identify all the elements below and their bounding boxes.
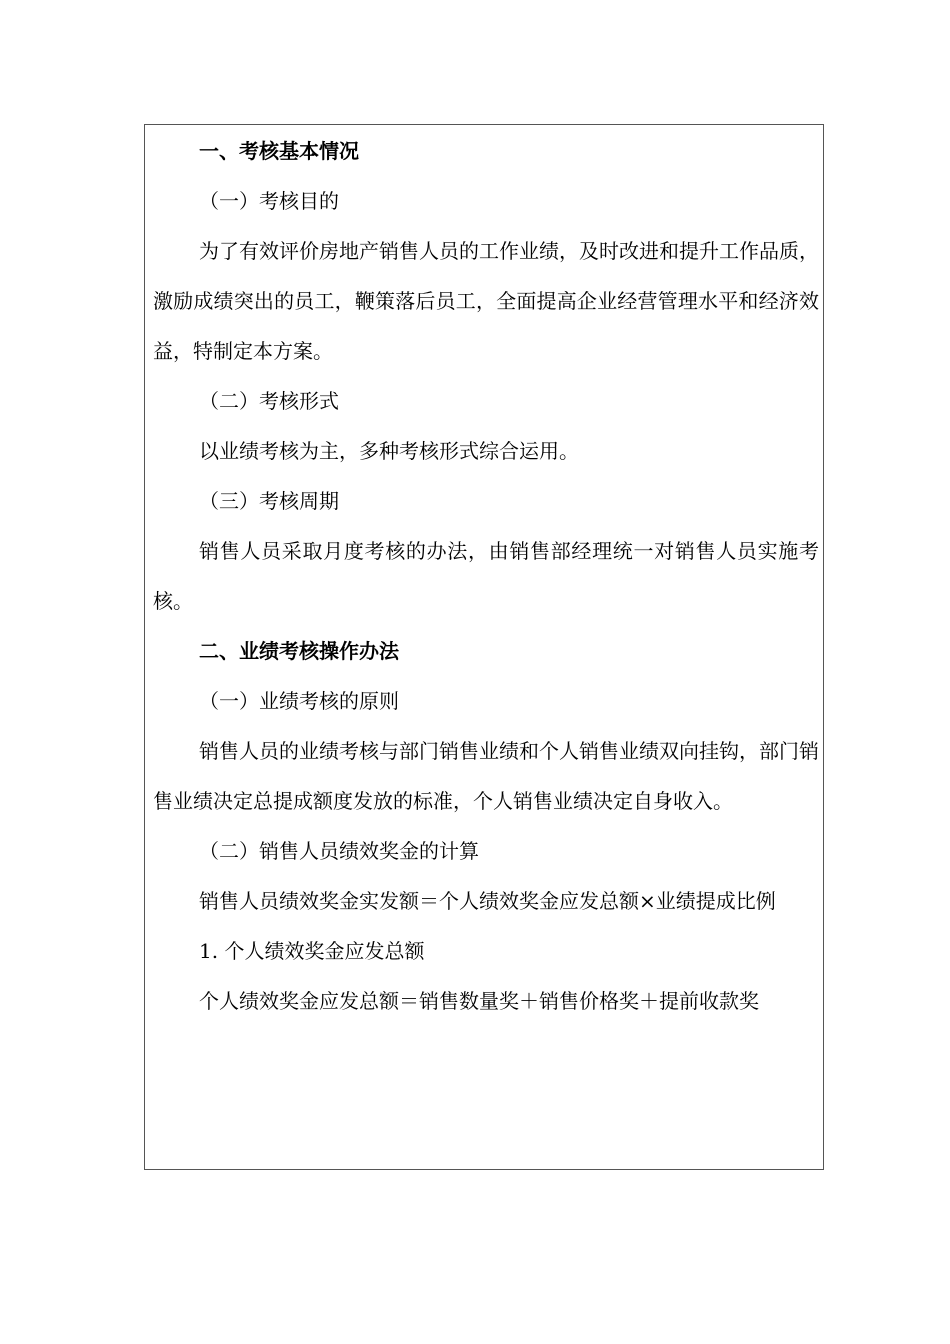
- subheading-total-bonus: 1. 个人绩效奖金应发总额: [199, 939, 425, 963]
- section-heading-assessment-basics: 一、考核基本情况: [199, 139, 359, 163]
- paragraph-form: 以业绩考核为主，多种考核形式综合运用。: [199, 439, 579, 463]
- subheading-principles: （一）业绩考核的原则: [199, 689, 399, 713]
- section-heading-performance-method: 二、业绩考核操作办法: [199, 639, 399, 663]
- paragraph-period: 销售人员采取月度考核的办法，由销售部经理统一对销售人员实施考核。: [153, 539, 819, 613]
- document-body: [153, 126, 819, 1026]
- paragraph-principles: 销售人员的业绩考核与部门销售业绩和个人销售业绩双向挂钩，部门销售业绩决定总提成额度发放的标准，个人销售业绩决定自身收入。: [153, 739, 819, 813]
- subheading-assessment-purpose: （一）考核目的: [199, 189, 339, 213]
- subheading-bonus-calculation: （二）销售人员绩效奖金的计算: [199, 839, 479, 863]
- subheading-assessment-form: （二）考核形式: [199, 389, 339, 413]
- subheading-assessment-period: （三）考核周期: [199, 489, 339, 513]
- paragraph-total-bonus-formula: 个人绩效奖金应发总额＝销售数量奖＋销售价格奖＋提前收款奖: [199, 989, 759, 1013]
- paragraph-purpose: 为了有效评价房地产销售人员的工作业绩，及时改进和提升工作品质，激励成绩突出的员工，鞭策落后员工，全面提高企业经营管理水平和经济效益，特制定本方案。: [153, 239, 819, 363]
- paragraph-bonus-formula: 销售人员绩效奖金实发额＝个人绩效奖金应发总额×业绩提成比例: [199, 889, 776, 913]
